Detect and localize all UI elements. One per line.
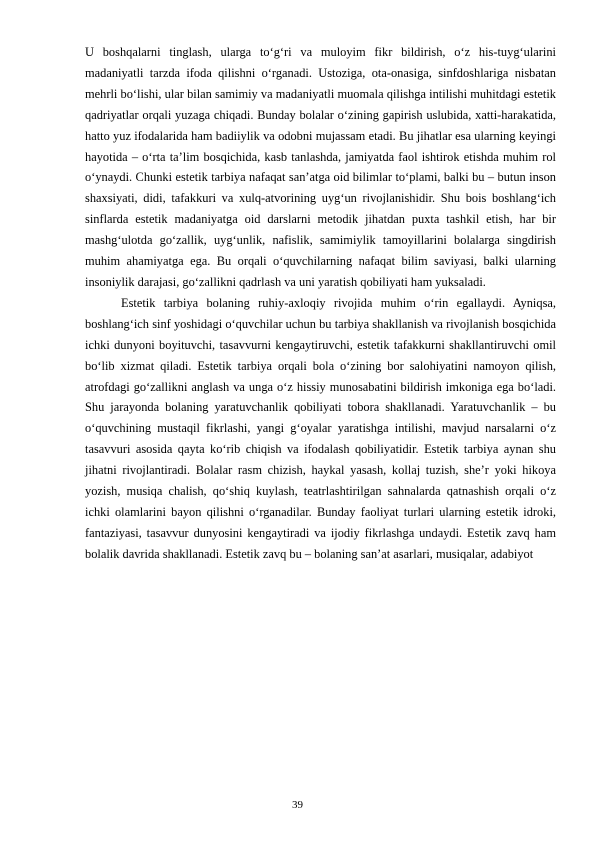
paragraph-1: U boshqalarni tinglash, ularga to‘g‘ri va muloyim fikr bildirish, o‘z his-tuyg‘ularini madaniyatli tarzda ifoda qilishni o‘rganadi. Ustoziga, ota-onasiga, sinfdoshlariga nisbatan mehrli bo‘lishi, ular bilan samimiy va madaniyatli muomala qilishga intilishi muhitdagi estetik qadriyatlar orqali yuzaga chiqadi. Bunday bolalar o‘zining gapirish uslubida, xatti-harakatida, hatto yuz ifodalarida ham badiiylik va odobni mujassam etadi. Bu jihatlar esa ularning keyingi hayotida – o‘rta ta’lim bosqichida, kasb tanlashda, jamiyatda faol ishtirok etishda muhim rol o‘ynaydi. Chunki estetik tarbiya nafaqat san’atga oid bilimlar to‘plami, balki bu – butun inson shaxsiyati, didi, tafakkuri va xulq-atvorining uyg‘un rivojlanishidir. Shu bois boshlang‘ich sinflarda estetik madaniyatga oid darslarni metodik jihatdan puxta tashkil etish, har bir mashg‘ulotda go‘zallik, uyg‘unlik, nafislik, samimiylik tamoyillarini bolalarga singdirish muhim ahamiyatga ega. Bu orqali o‘quvchilarning nafaqat bilim saviyasi, balki ularning insoniylik darajasi, go‘zallikni qadrlash va uni yaratish qobiliyati ham yuksaladi. (85, 45, 556, 289)
paragraph-2: Estetik tarbiya bolaning ruhiy-axloqiy rivojida muhim o‘rin egallaydi. Ayniqsa, boshlang‘ich sinf yoshidagi o‘quvchilar uchun bu tarbiya shakllanish va rivojlanish bosqichida ichki dunyoni boyituvchi, tasavvurni kengaytiruvchi, estetik tafakkurni shakllantiruvchi omil bo‘lib xizmat qiladi. Estetik tarbiya orqali bola o‘zining bor salohiyatini namoyon qilish, atrofdagi go‘zallikni anglash va unga o‘z hissiy munosabatini bildirish imkoniga ega bo‘ladi. Shu jarayonda bolaning yaratuvchanlik qobiliyati tobora shakllanadi. Yaratuvchanlik – bu o‘quvchining mustaqil fikrlashi, yangi g‘oyalar yaratishga intilishi, mavjud narsalarni o‘z tasavvuri asosida qayta ko‘rib chiqish va ifodalash qobiliyatidir. Estetik tarbiya aynan shu jihatni rivojlantiradi. Bolalar rasm chizish, haykal yasash, kollaj tuzish, she’r yoki hikoya yozish, musiqa chalish, qo‘shiq kuylash, teatrlashtirilgan sahnalarda qatnashish orqali o‘z ichki olamlarini bayon qilishni o‘rganadilar. Bunday faoliyat turlari ularning estetik idroki, fantaziyasi, tasavvur dunyosini kengaytiradi va ijodiy fikrlashga undaydi. Estetik zavq ham bolalik davrida shakllanadi. Estetik zavq bu – bolaning san’at asarlari, musiqalar, adabiyot (85, 295, 556, 561)
page-body (85, 42, 556, 565)
page-number: 39 (292, 799, 303, 811)
